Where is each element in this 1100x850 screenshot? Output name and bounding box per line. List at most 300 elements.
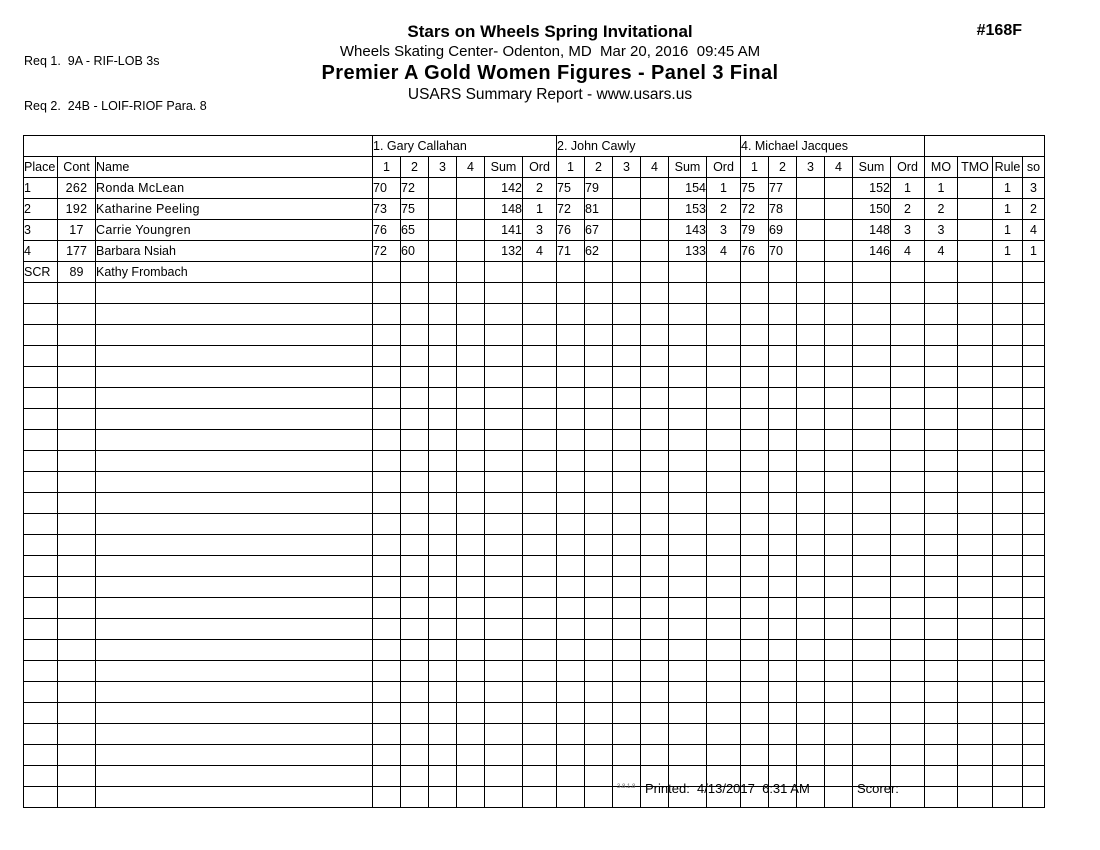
empty-cell bbox=[485, 472, 523, 493]
empty-cell bbox=[557, 556, 585, 577]
sum-cell bbox=[853, 262, 891, 283]
empty-cell bbox=[457, 367, 485, 388]
empty-cell bbox=[825, 640, 853, 661]
empty-cell bbox=[457, 640, 485, 661]
empty-cell bbox=[58, 409, 96, 430]
sum-cell: 133 bbox=[669, 241, 707, 262]
empty-cell bbox=[523, 724, 557, 745]
empty-cell bbox=[925, 514, 958, 535]
empty-cell bbox=[1023, 598, 1045, 619]
empty-cell bbox=[853, 724, 891, 745]
empty-cell bbox=[993, 409, 1023, 430]
empty-cell bbox=[523, 619, 557, 640]
empty-cell bbox=[613, 472, 641, 493]
sum-cell: 132 bbox=[485, 241, 523, 262]
score-cell: 65 bbox=[401, 220, 429, 241]
empty-row bbox=[24, 745, 1045, 766]
empty-cell bbox=[891, 703, 925, 724]
tmo-cell bbox=[958, 241, 993, 262]
sum-cell: 154 bbox=[669, 178, 707, 199]
empty-cell bbox=[1023, 493, 1045, 514]
empty-cell bbox=[891, 388, 925, 409]
empty-cell bbox=[958, 745, 993, 766]
tmo-cell bbox=[958, 262, 993, 283]
rule-cell: 1 bbox=[993, 178, 1023, 199]
empty-cell bbox=[669, 451, 707, 472]
empty-cell bbox=[373, 493, 401, 514]
empty-cell bbox=[741, 430, 769, 451]
empty-cell bbox=[853, 535, 891, 556]
empty-cell bbox=[401, 598, 429, 619]
empty-cell bbox=[825, 430, 853, 451]
empty-cell bbox=[585, 619, 613, 640]
col-header-ord: Ord bbox=[707, 157, 741, 178]
empty-cell bbox=[523, 388, 557, 409]
empty-cell bbox=[585, 493, 613, 514]
mo-cell bbox=[925, 262, 958, 283]
empty-cell bbox=[1023, 388, 1045, 409]
score-cell: 81 bbox=[585, 199, 613, 220]
empty-cell bbox=[585, 388, 613, 409]
empty-cell bbox=[523, 409, 557, 430]
empty-cell bbox=[797, 535, 825, 556]
cont-cell: 177 bbox=[58, 241, 96, 262]
empty-cell bbox=[669, 535, 707, 556]
empty-cell bbox=[401, 682, 429, 703]
score-cell: 76 bbox=[557, 220, 585, 241]
empty-cell bbox=[1023, 682, 1045, 703]
empty-cell bbox=[993, 766, 1023, 787]
empty-cell bbox=[523, 745, 557, 766]
score-cell: 75 bbox=[401, 199, 429, 220]
empty-cell bbox=[1023, 577, 1045, 598]
empty-cell bbox=[557, 325, 585, 346]
empty-cell bbox=[853, 493, 891, 514]
name-cell: Katharine Peeling bbox=[96, 199, 373, 220]
empty-cell bbox=[853, 472, 891, 493]
empty-cell bbox=[401, 472, 429, 493]
score-cell: 72 bbox=[557, 199, 585, 220]
software-version: 3.8.1.8 bbox=[617, 784, 636, 790]
empty-cell bbox=[24, 640, 58, 661]
cont-cell: 192 bbox=[58, 199, 96, 220]
empty-cell bbox=[523, 535, 557, 556]
empty-cell bbox=[401, 535, 429, 556]
empty-cell bbox=[613, 703, 641, 724]
empty-cell bbox=[429, 787, 457, 808]
empty-cell bbox=[585, 661, 613, 682]
empty-cell bbox=[958, 724, 993, 745]
empty-cell bbox=[24, 766, 58, 787]
empty-cell bbox=[707, 325, 741, 346]
empty-cell bbox=[585, 514, 613, 535]
empty-cell bbox=[58, 325, 96, 346]
empty-cell bbox=[669, 409, 707, 430]
empty-cell bbox=[993, 430, 1023, 451]
empty-cell bbox=[669, 493, 707, 514]
empty-cell bbox=[523, 304, 557, 325]
empty-cell bbox=[707, 451, 741, 472]
empty-cell bbox=[993, 451, 1023, 472]
empty-cell bbox=[457, 514, 485, 535]
skater-row bbox=[24, 199, 1045, 220]
empty-cell bbox=[891, 493, 925, 514]
empty-cell bbox=[96, 787, 373, 808]
empty-cell bbox=[707, 430, 741, 451]
empty-cell bbox=[993, 325, 1023, 346]
score-cell bbox=[613, 199, 641, 220]
score-cell bbox=[429, 241, 457, 262]
empty-cell bbox=[769, 346, 797, 367]
empty-cell bbox=[429, 367, 457, 388]
event-title: Premier A Gold Women Figures - Panel 3 Final bbox=[321, 62, 779, 84]
empty-cell bbox=[993, 283, 1023, 304]
empty-cell bbox=[825, 493, 853, 514]
empty-cell bbox=[925, 325, 958, 346]
empty-cell bbox=[585, 745, 613, 766]
empty-cell bbox=[1023, 724, 1045, 745]
score-cell bbox=[429, 178, 457, 199]
empty-cell bbox=[797, 493, 825, 514]
empty-cell bbox=[523, 661, 557, 682]
empty-cell bbox=[585, 367, 613, 388]
empty-cell bbox=[96, 661, 373, 682]
empty-cell bbox=[585, 724, 613, 745]
empty-cell bbox=[96, 514, 373, 535]
empty-cell bbox=[891, 304, 925, 325]
empty-cell bbox=[373, 787, 401, 808]
empty-cell bbox=[485, 514, 523, 535]
empty-cell bbox=[993, 598, 1023, 619]
col-header-sum: Sum bbox=[853, 157, 891, 178]
empty-cell bbox=[24, 745, 58, 766]
empty-cell bbox=[769, 514, 797, 535]
empty-cell bbox=[769, 556, 797, 577]
report-type-line: USARS Summary Report - www.usars.us bbox=[407, 86, 693, 103]
empty-cell bbox=[925, 724, 958, 745]
empty-cell bbox=[669, 703, 707, 724]
sum-cell: 143 bbox=[669, 220, 707, 241]
score-cell bbox=[641, 178, 669, 199]
empty-cell bbox=[825, 745, 853, 766]
empty-cell bbox=[769, 640, 797, 661]
empty-cell bbox=[96, 430, 373, 451]
col-header-mo: MO bbox=[925, 157, 958, 178]
empty-cell bbox=[24, 724, 58, 745]
mo-cell: 1 bbox=[925, 178, 958, 199]
empty-cell bbox=[401, 724, 429, 745]
empty-cell bbox=[825, 703, 853, 724]
empty-cell bbox=[1023, 514, 1045, 535]
empty-cell bbox=[58, 451, 96, 472]
empty-cell bbox=[24, 598, 58, 619]
empty-cell bbox=[707, 409, 741, 430]
empty-cell bbox=[429, 703, 457, 724]
empty-cell bbox=[24, 283, 58, 304]
empty-cell bbox=[429, 514, 457, 535]
empty-cell bbox=[741, 598, 769, 619]
empty-cell bbox=[457, 556, 485, 577]
empty-cell bbox=[523, 787, 557, 808]
empty-cell bbox=[373, 430, 401, 451]
empty-cell bbox=[853, 619, 891, 640]
place-cell: 2 bbox=[24, 199, 58, 220]
empty-cell bbox=[925, 451, 958, 472]
score-cell bbox=[429, 199, 457, 220]
empty-cell bbox=[958, 703, 993, 724]
empty-row bbox=[24, 367, 1045, 388]
score-cell bbox=[741, 262, 769, 283]
score-cell bbox=[797, 262, 825, 283]
empty-cell bbox=[457, 430, 485, 451]
empty-cell bbox=[557, 787, 585, 808]
empty-cell bbox=[96, 577, 373, 598]
empty-cell bbox=[925, 745, 958, 766]
empty-cell bbox=[401, 430, 429, 451]
empty-cell bbox=[96, 535, 373, 556]
empty-cell bbox=[797, 472, 825, 493]
sum-cell: 152 bbox=[853, 178, 891, 199]
empty-cell bbox=[825, 388, 853, 409]
empty-cell bbox=[925, 493, 958, 514]
empty-cell bbox=[797, 745, 825, 766]
empty-cell bbox=[707, 535, 741, 556]
empty-cell bbox=[825, 472, 853, 493]
empty-cell bbox=[557, 283, 585, 304]
empty-cell bbox=[741, 682, 769, 703]
empty-cell bbox=[557, 304, 585, 325]
empty-cell bbox=[641, 577, 669, 598]
empty-cell bbox=[769, 325, 797, 346]
empty-cell bbox=[769, 472, 797, 493]
empty-cell bbox=[641, 388, 669, 409]
empty-cell bbox=[24, 703, 58, 724]
empty-cell bbox=[891, 661, 925, 682]
empty-cell bbox=[485, 787, 523, 808]
empty-cell bbox=[853, 283, 891, 304]
empty-cell bbox=[485, 556, 523, 577]
empty-cell bbox=[585, 556, 613, 577]
empty-cell bbox=[401, 493, 429, 514]
empty-cell bbox=[825, 724, 853, 745]
empty-cell bbox=[585, 577, 613, 598]
empty-cell bbox=[825, 367, 853, 388]
empty-cell bbox=[925, 367, 958, 388]
col-header-score: 1 bbox=[557, 157, 585, 178]
ord-cell: 2 bbox=[707, 199, 741, 220]
score-cell: 78 bbox=[769, 199, 797, 220]
empty-cell bbox=[457, 535, 485, 556]
empty-cell bbox=[24, 472, 58, 493]
empty-cell bbox=[429, 283, 457, 304]
empty-cell bbox=[457, 283, 485, 304]
empty-cell bbox=[96, 640, 373, 661]
empty-cell bbox=[741, 619, 769, 640]
empty-cell bbox=[891, 682, 925, 703]
empty-cell bbox=[797, 430, 825, 451]
empty-cell bbox=[429, 724, 457, 745]
score-cell bbox=[613, 178, 641, 199]
empty-cell bbox=[1023, 640, 1045, 661]
col-header-score: 2 bbox=[585, 157, 613, 178]
empty-cell bbox=[853, 745, 891, 766]
printed-timestamp: Printed: 4/13/2017 6:31 AM bbox=[645, 781, 810, 796]
tmo-cell bbox=[958, 178, 993, 199]
empty-cell bbox=[373, 283, 401, 304]
col-header-ord: Ord bbox=[523, 157, 557, 178]
empty-cell bbox=[825, 787, 853, 808]
score-cell bbox=[557, 262, 585, 283]
empty-cell bbox=[613, 619, 641, 640]
empty-cell bbox=[891, 745, 925, 766]
empty-cell bbox=[373, 388, 401, 409]
empty-cell bbox=[707, 682, 741, 703]
empty-cell bbox=[485, 598, 523, 619]
ord-cell bbox=[891, 262, 925, 283]
empty-cell bbox=[613, 430, 641, 451]
empty-cell bbox=[96, 556, 373, 577]
empty-cell bbox=[707, 472, 741, 493]
empty-cell bbox=[1023, 703, 1045, 724]
empty-cell bbox=[401, 304, 429, 325]
empty-cell bbox=[993, 619, 1023, 640]
empty-cell bbox=[993, 493, 1023, 514]
so-cell: 1 bbox=[1023, 241, 1045, 262]
sum-cell: 153 bbox=[669, 199, 707, 220]
skater-row bbox=[24, 178, 1045, 199]
empty-cell bbox=[797, 514, 825, 535]
empty-cell bbox=[641, 535, 669, 556]
empty-cell bbox=[429, 535, 457, 556]
place-cell: 1 bbox=[24, 178, 58, 199]
empty-cell bbox=[769, 577, 797, 598]
empty-cell bbox=[485, 766, 523, 787]
empty-cell bbox=[797, 703, 825, 724]
empty-cell bbox=[641, 598, 669, 619]
empty-cell bbox=[585, 535, 613, 556]
score-cell: 60 bbox=[401, 241, 429, 262]
empty-cell bbox=[457, 493, 485, 514]
sum-cell bbox=[485, 262, 523, 283]
empty-cell bbox=[769, 367, 797, 388]
empty-row bbox=[24, 451, 1045, 472]
col-header-score: 2 bbox=[769, 157, 797, 178]
empty-row bbox=[24, 556, 1045, 577]
empty-cell bbox=[58, 766, 96, 787]
empty-cell bbox=[58, 577, 96, 598]
cont-cell: 89 bbox=[58, 262, 96, 283]
empty-cell bbox=[373, 766, 401, 787]
name-cell: Kathy Frombach bbox=[96, 262, 373, 283]
empty-cell bbox=[401, 388, 429, 409]
empty-cell bbox=[96, 304, 373, 325]
empty-cell bbox=[797, 577, 825, 598]
score-cell bbox=[373, 262, 401, 283]
empty-cell bbox=[797, 682, 825, 703]
empty-cell bbox=[373, 745, 401, 766]
empty-cell bbox=[853, 556, 891, 577]
empty-cell bbox=[523, 451, 557, 472]
empty-cell bbox=[925, 640, 958, 661]
empty-cell bbox=[1023, 661, 1045, 682]
empty-cell bbox=[641, 745, 669, 766]
empty-cell bbox=[669, 577, 707, 598]
empty-cell bbox=[741, 325, 769, 346]
empty-cell bbox=[707, 640, 741, 661]
score-cell bbox=[457, 262, 485, 283]
empty-cell bbox=[523, 367, 557, 388]
empty-cell bbox=[891, 598, 925, 619]
empty-row bbox=[24, 409, 1045, 430]
empty-cell bbox=[24, 514, 58, 535]
empty-cell bbox=[58, 661, 96, 682]
empty-cell bbox=[58, 640, 96, 661]
empty-cell bbox=[457, 451, 485, 472]
empty-cell bbox=[401, 325, 429, 346]
empty-cell bbox=[485, 493, 523, 514]
judge-3-header: 4. Michael Jacques bbox=[741, 136, 925, 157]
cont-cell: 17 bbox=[58, 220, 96, 241]
col-header-tmo: TMO bbox=[958, 157, 993, 178]
empty-cell bbox=[825, 556, 853, 577]
mo-cell: 4 bbox=[925, 241, 958, 262]
mo-cell: 3 bbox=[925, 220, 958, 241]
empty-cell bbox=[769, 619, 797, 640]
ord-cell: 1 bbox=[523, 199, 557, 220]
score-cell: 75 bbox=[741, 178, 769, 199]
empty-cell bbox=[557, 409, 585, 430]
empty-cell bbox=[24, 346, 58, 367]
empty-cell bbox=[1023, 535, 1045, 556]
empty-cell bbox=[797, 346, 825, 367]
empty-cell bbox=[769, 661, 797, 682]
empty-cell bbox=[641, 724, 669, 745]
empty-cell bbox=[707, 661, 741, 682]
empty-cell bbox=[24, 304, 58, 325]
empty-cell bbox=[523, 598, 557, 619]
empty-cell bbox=[741, 640, 769, 661]
ord-cell: 3 bbox=[707, 220, 741, 241]
empty-cell bbox=[797, 640, 825, 661]
empty-cell bbox=[585, 787, 613, 808]
score-cell bbox=[797, 178, 825, 199]
ord-cell: 3 bbox=[891, 220, 925, 241]
empty-row bbox=[24, 661, 1045, 682]
score-cell: 77 bbox=[769, 178, 797, 199]
judge-2-header: 2. John Cawly bbox=[557, 136, 741, 157]
empty-cell bbox=[429, 430, 457, 451]
empty-cell bbox=[613, 556, 641, 577]
empty-cell bbox=[457, 745, 485, 766]
empty-cell bbox=[557, 388, 585, 409]
empty-cell bbox=[958, 367, 993, 388]
empty-cell bbox=[669, 304, 707, 325]
col-header-score: 3 bbox=[429, 157, 457, 178]
empty-cell bbox=[993, 304, 1023, 325]
empty-cell bbox=[925, 472, 958, 493]
empty-cell bbox=[958, 409, 993, 430]
empty-cell bbox=[485, 703, 523, 724]
empty-cell bbox=[1023, 283, 1045, 304]
empty-cell bbox=[557, 493, 585, 514]
empty-cell bbox=[669, 661, 707, 682]
empty-cell bbox=[769, 409, 797, 430]
empty-cell bbox=[429, 598, 457, 619]
empty-cell bbox=[891, 556, 925, 577]
empty-cell bbox=[523, 325, 557, 346]
score-cell: 72 bbox=[741, 199, 769, 220]
empty-cell bbox=[958, 766, 993, 787]
